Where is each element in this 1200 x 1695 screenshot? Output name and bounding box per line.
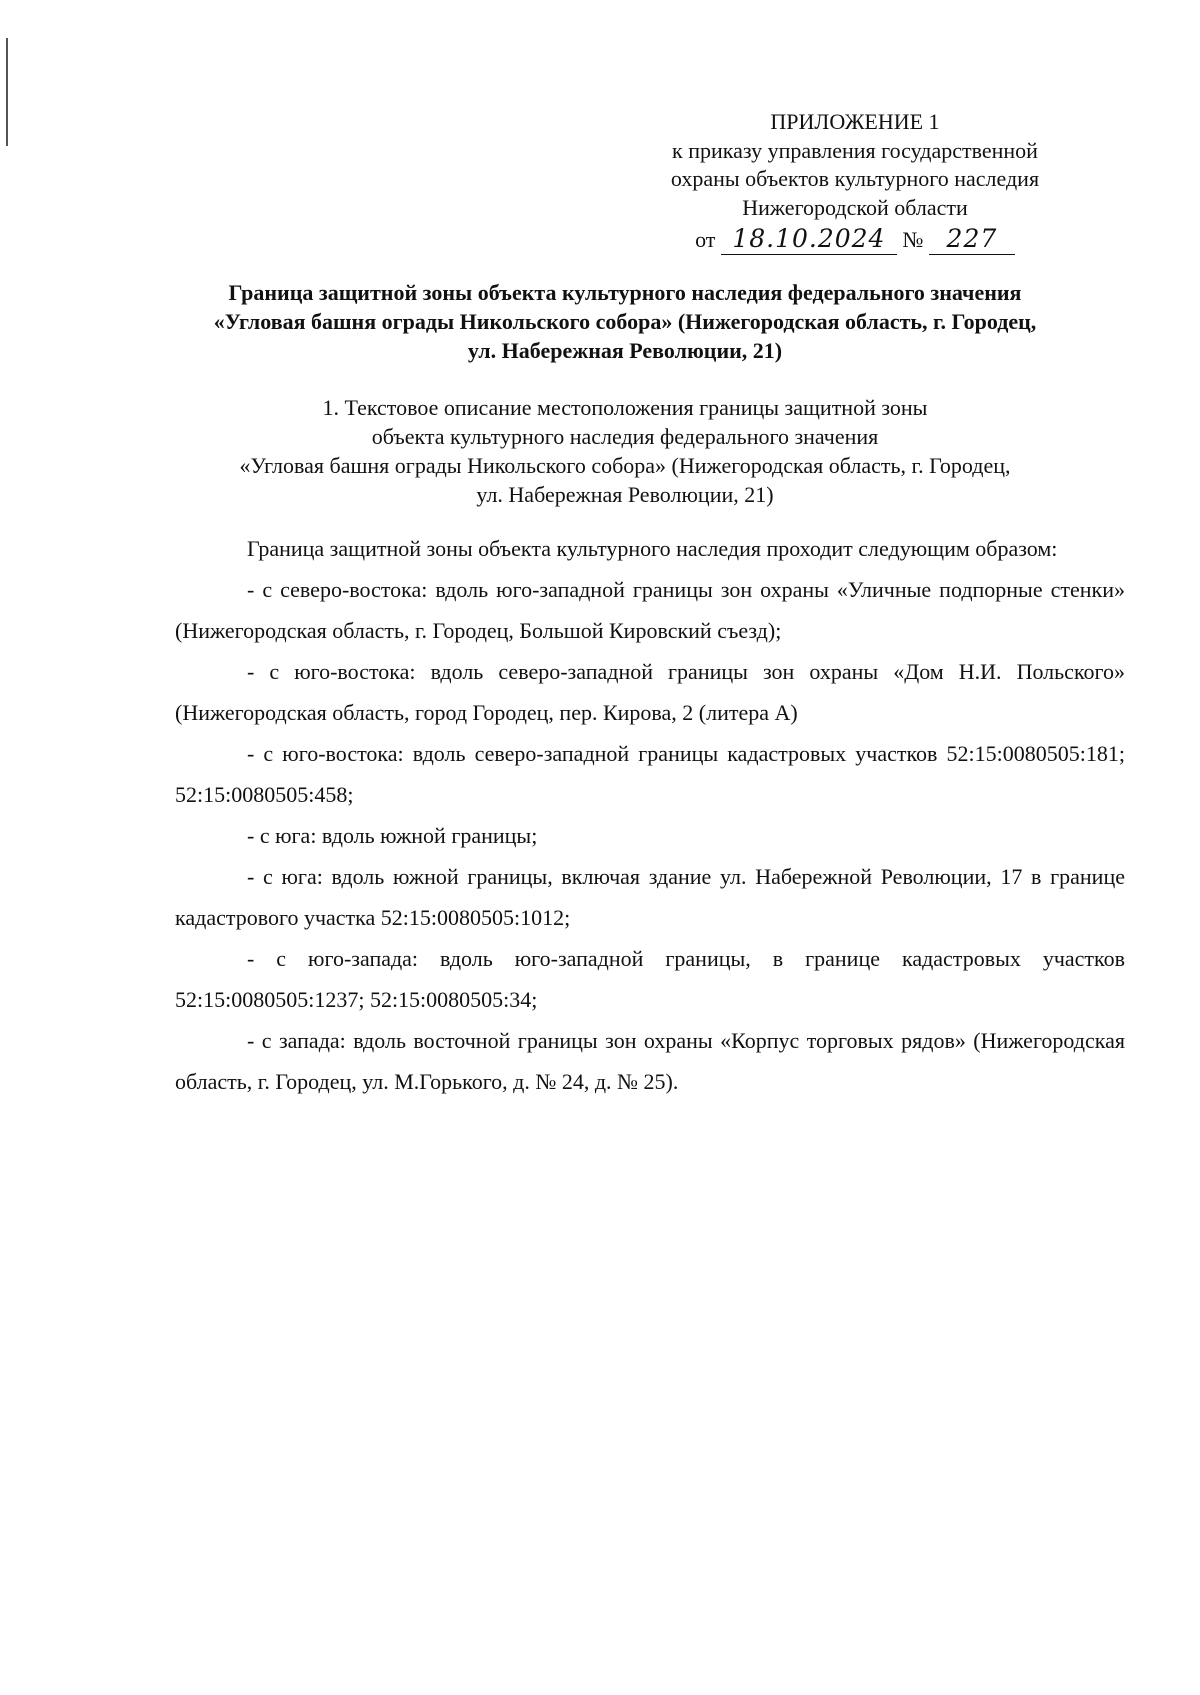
order-number-handwritten: 227 <box>929 224 1015 255</box>
section-line-4: ул. Набережная Революции, 21) <box>476 482 774 507</box>
paragraph-northeast: - с северо-востока: вдоль юго-западной границы зон охраны «Уличные подпорные стенки» (Нижегородская область, г. Городец, Большой Кировский съезд); <box>175 577 1125 643</box>
order-date-number-line <box>620 224 1090 255</box>
from-label: от <box>695 227 716 252</box>
appendix-line-2: охраны объектов культурного наследия <box>670 166 1040 191</box>
paragraph-southeast-2: - с юго-востока: вдоль северо-западной границы кадастровых участков 52:15:0080505:181; 52:15:0080505:458; <box>175 741 1125 807</box>
appendix-heading: ПРИЛОЖЕНИЕ 1 <box>770 109 940 134</box>
boundary-description <box>175 528 1125 1102</box>
title-line-3: ул. Набережная Революции, 21) <box>467 338 783 363</box>
document-title <box>150 278 1100 365</box>
section-line-1: 1. Текстовое описание местоположения границы защитной зоны <box>322 395 928 420</box>
title-line-2: «Угловая башня ограды Никольского собора» (Нижегородская область, г. Городец, <box>213 309 1037 334</box>
paragraph-intro: Граница защитной зоны объекта культурного наследия проходит следующим образом: <box>247 536 1058 561</box>
paragraph-south-2: - с юга: вдоль южной границы, включая здание ул. Набережной Революции, 17 в границе кадастрового участка 52:15:0080505:1012; <box>175 864 1125 930</box>
paragraph-southwest: - с юго-запада: вдоль юго-западной границы, в границе кадастровых участков 52:15:0080505:1237; 52:15:0080505:34; <box>175 946 1125 1012</box>
section-line-3: «Угловая башня ограды Никольского собора» (Нижегородская область, г. Городец, <box>239 453 1011 478</box>
paragraph-south-1: - с юга: вдоль южной границы; <box>247 823 538 848</box>
section-heading <box>150 393 1100 509</box>
appendix-line-3: Нижегородской области <box>742 194 968 220</box>
appendix-line-1: к приказу управления государственной <box>672 137 1038 163</box>
order-date-handwritten: 18.10.2024 <box>721 224 897 255</box>
title-line-1: Граница защитной зоны объекта культурного наследия федерального значения <box>228 280 1022 305</box>
number-label: № <box>902 227 924 252</box>
scan-edge-mark <box>6 38 8 146</box>
appendix-header <box>620 108 1090 255</box>
paragraph-southeast-1: - с юго-востока: вдоль северо-западной границы зон охраны «Дом Н.И. Польского» (Нижегородская область, город Городец, пер. Кирова, 2 (литера А) <box>175 659 1125 725</box>
paragraph-west: - с запада: вдоль восточной границы зон охраны «Корпус торговых рядов» (Нижегородская область, г. Городец, ул. М.Горького, д. № 24, д. № 25). <box>175 1028 1125 1094</box>
section-line-2: объекта культурного наследия федерального значения <box>371 424 879 449</box>
